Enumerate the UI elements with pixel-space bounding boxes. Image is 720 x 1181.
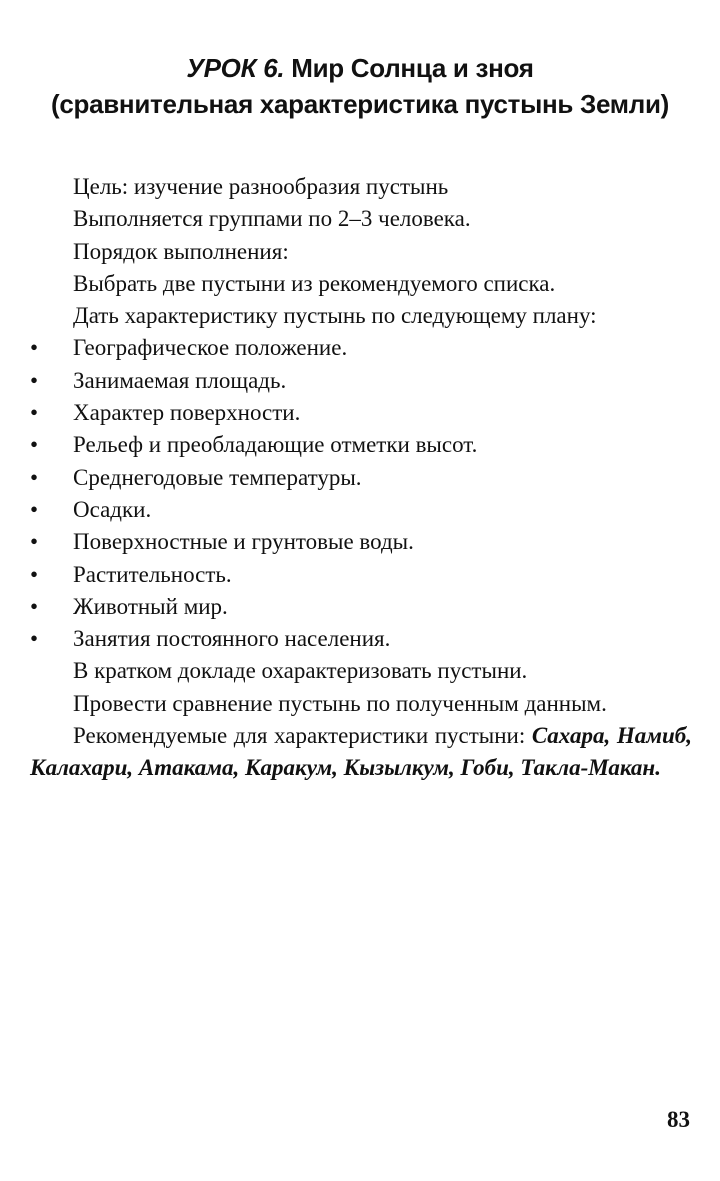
list-item: • Занимаемая площадь. bbox=[30, 365, 692, 397]
bullet-icon: • bbox=[30, 367, 39, 393]
report-line: В кратком докладе охарактеризовать пустыни. bbox=[73, 658, 528, 684]
lesson-number: УРОК 6. bbox=[186, 53, 285, 83]
bullet-icon: • bbox=[30, 561, 39, 587]
choose-line: Выбрать две пустыни из рекомендуемого списка. bbox=[73, 270, 556, 296]
list-item: • Осадки. bbox=[30, 494, 692, 526]
compare-line: Провести сравнение пустынь по полученным данным. bbox=[73, 690, 607, 716]
bullet-icon: • bbox=[30, 400, 39, 426]
goal-line: Цель: изучение разнообразия пустынь bbox=[73, 174, 449, 199]
list-item: • Поверхностные и грунтовые воды. bbox=[30, 526, 692, 558]
title-line-2: (сравнительная характеристика пустынь Земли) bbox=[50, 89, 669, 119]
bullet-icon: • bbox=[30, 432, 39, 458]
list-item: • Характер поверхности. bbox=[30, 397, 692, 429]
group-line: Выполняется группами по 2–3 человека. bbox=[73, 206, 471, 232]
bullet-icon: • bbox=[30, 593, 39, 619]
list-item: • Растительность. bbox=[30, 559, 692, 591]
recommended-lead: Рекомендуемые для характеристики пустыни: bbox=[73, 723, 526, 749]
page-number: 83 bbox=[667, 1107, 690, 1132]
bullet-icon: • bbox=[30, 496, 39, 522]
list-item: • Среднегодовые температуры. bbox=[30, 462, 692, 494]
bullet-icon: • bbox=[30, 464, 39, 490]
list-item: • Животный мир. bbox=[30, 591, 692, 623]
recommended-paragraph bbox=[30, 720, 692, 785]
title-line-1 bbox=[0, 50, 720, 86]
list-item: • Географическое положение. bbox=[30, 332, 692, 364]
procedure-heading: Порядок выполнения: bbox=[73, 238, 289, 264]
bullet-icon: • bbox=[30, 529, 39, 555]
bullet-icon: • bbox=[30, 335, 39, 361]
bullet-icon: • bbox=[30, 626, 39, 652]
lesson-name: Мир Солнца и зноя bbox=[291, 53, 534, 83]
plan-intro-line: Дать характеристику пустынь по следующему плану: bbox=[73, 303, 597, 329]
list-item: • Занятия постоянного населения. bbox=[30, 623, 692, 655]
desert-list: Сахара, Намиб, Калахари, Атакама, Каракум, Кызылкум, Гоби, Такла-Макан. bbox=[30, 723, 692, 781]
list-item: • Рельеф и преобладающие отметки высот. bbox=[30, 429, 692, 461]
lesson-body bbox=[30, 171, 692, 785]
lesson-title bbox=[0, 50, 720, 122]
plan-list bbox=[30, 332, 692, 655]
